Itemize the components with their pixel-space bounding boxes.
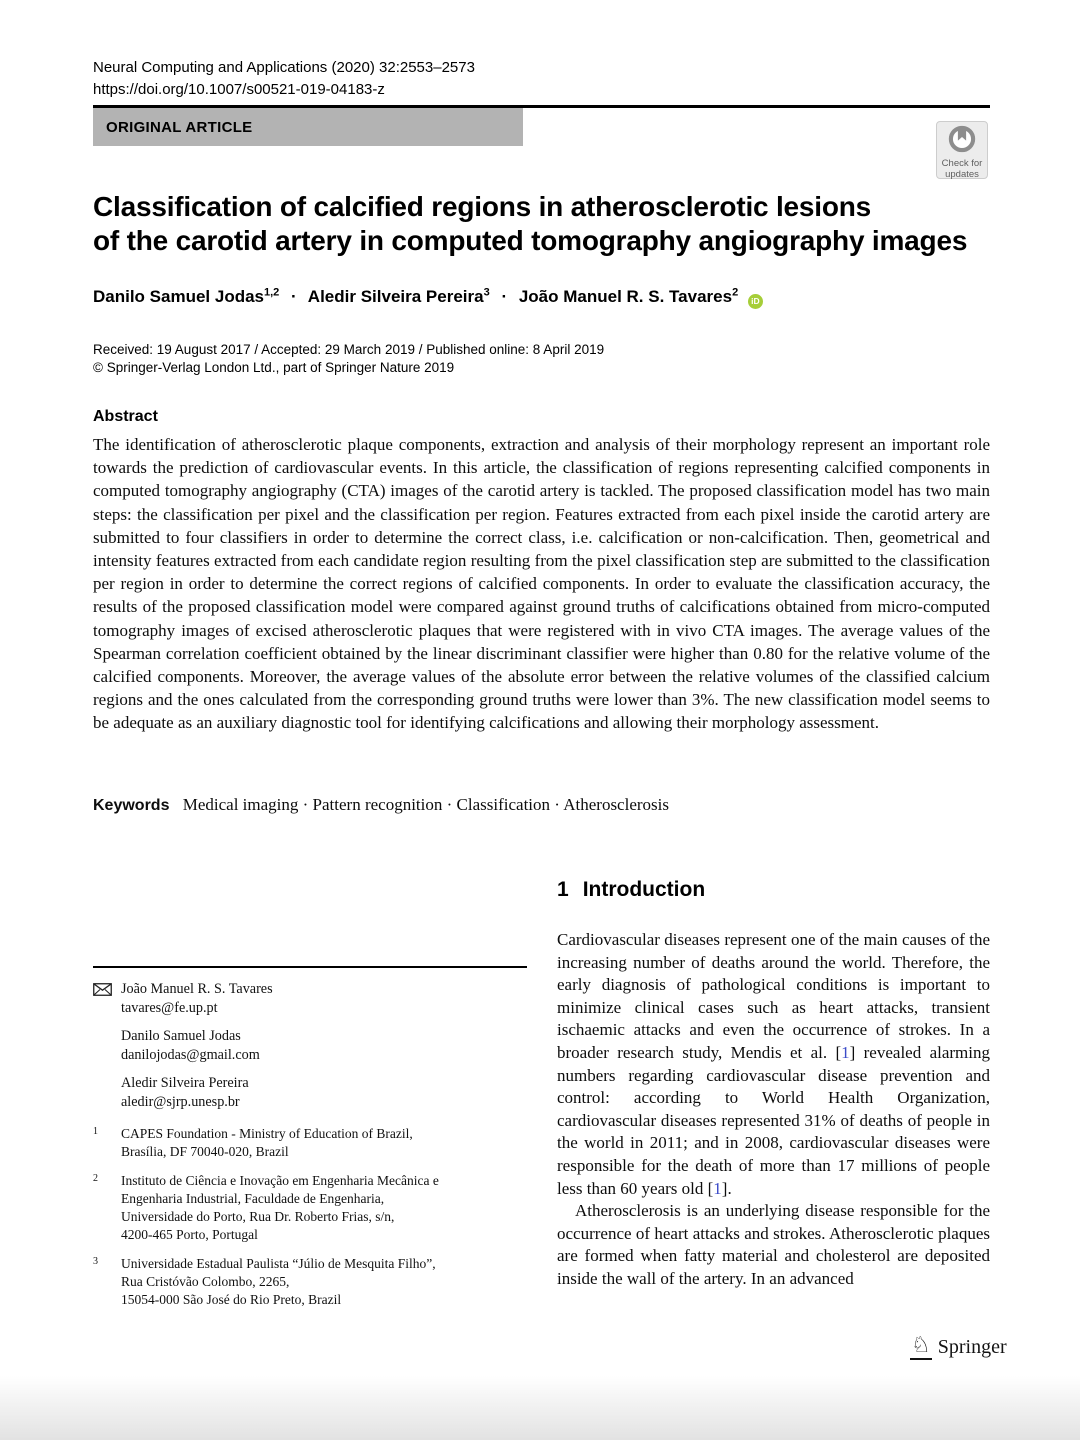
affiliation-3: 3 Universidade Estadual Paulista “Júlio de Mesquita Filho”, Rua Cristóvão Colombo, 2265, 15054-000 São José do Rio Preto, Brazil <box>93 1256 436 1307</box>
correspondence-entry <box>93 980 527 1017</box>
doi-link[interactable]: https://doi.org/10.1007/s00521-019-04183-z <box>93 81 385 98</box>
footnote-column <box>93 966 527 1320</box>
orcid-icon[interactable]: iD <box>748 294 763 309</box>
masthead <box>93 57 475 101</box>
publisher-name: Springer <box>937 1335 1007 1358</box>
crossmark-icon <box>948 125 976 158</box>
check-for-updates-badge[interactable] <box>936 121 988 179</box>
correspondence-entry <box>93 1074 527 1111</box>
author-2: Aledir Silveira Pereira$^3$ <box>307 286 490 306</box>
affiliation-2: 2 Instituto de Ciência e Inovação em Engenharia Mecânica e Engenharia Industrial, Faculdade de Engenharia, Universidade do Porto, Rua Dr. Roberto Frias, s/n, 4200-465 Porto, Portugal <box>93 1173 439 1242</box>
email-link[interactable]: aledir@sjrp.unesp.br <box>121 1093 240 1110</box>
badge-text: Check for updates <box>941 158 983 180</box>
introduction-paragraph-1: Cardiovascular diseases represent one of the main causes of the increasing number of deaths around the world. Therefore, the early diagnosis of pathological conditions is important to minimize clinical cases such as heart attacks, transient ischaemic attacks and even the occurrence of strokes. In a broader research study, Mendis et al. [1] revealed alarming numbers regarding cardiovascular disease prevention and control: according to World Health Organization, cardiovascular diseases represented 31% of deaths of people in the world in 2011; and in 2008, cardiovascular diseases were responsible for the death of more than 17 millions of people less than 60 years old [1]. <box>557 930 990 1198</box>
author-contact-name: Danilo Samuel Jodas <box>121 1028 241 1044</box>
author-separator: · <box>501 286 508 306</box>
introduction-column <box>557 878 990 1291</box>
author-line <box>93 286 990 309</box>
abstract-text: The identification of atherosclerotic plaque components, extraction and analysis of their morphology represent an important role towards the prediction of cardiovascular events. In this article, the classification of regions representing calcified components in computed tomography angiography (CTA) images of the carotid artery is tackled. The proposed classification model has two main steps: the classification per pixel and the classification per region. Features extracted from each pixel inside the carotid artery are submitted to four classifiers in order to determine the correct class, i.e. calcification or non-calcification. Then, geometrical and intensity features extracted from each candidate region resulting from the pixel classification step are submitted to the classification per region in order to determine the correct regions of calcified components. In order to evaluate the classification accuracy, the results of the proposed classification model were compared against ground truths of calcifications obtained from micro-computed tomography images of excised atherosclerotic plaques that were registered with in vivo CTA images. The average values of the Spearman correlation coefficient obtained by the linear discriminant classifier were higher than 0.80 for the relative volume of the calcified components. Moreover, the average values of the absolute error between the relative volumes of the classified calcium regions and the ones calculated from the corresponding ground truths were lower than 3%. The new classification model seems to be adequate as an auxiliary diagnostic tool for identifying calcifications and allowing their morphology assessment. <box>93 435 990 733</box>
springer-logo <box>910 1334 1007 1360</box>
author-1: Danilo Samuel Jodas$^{1,2}$ <box>93 286 280 306</box>
footnote-rule <box>93 966 527 968</box>
keywords-line <box>93 795 990 815</box>
author-separator: · <box>291 286 297 306</box>
article-type-label: ORIGINAL ARTICLE <box>106 118 253 136</box>
keywords-text: Medical imaging · Pattern recognition · Classification · Atherosclerosis <box>182 795 669 814</box>
article-type-bar <box>93 108 523 146</box>
springer-knight-icon: ♘ <box>911 1333 931 1358</box>
envelope-icon <box>93 980 121 1017</box>
email-link[interactable]: tavares@fe.up.pt <box>121 999 218 1016</box>
corresponding-author-name: João Manuel R. S. Tavares <box>121 981 273 997</box>
copyright-line: © Springer-Verlag London Ltd., part of Springer Nature 2019 <box>93 359 455 375</box>
author-contact-name: Aledir Silveira Pereira <box>121 1075 249 1091</box>
affiliations-block <box>93 1125 527 1309</box>
abstract-heading: Abstract <box>93 408 158 425</box>
publication-meta <box>93 341 604 376</box>
correspondence-entry <box>93 1027 527 1064</box>
affiliation-1: 1 CAPES Foundation - Ministry of Education of Brazil, Brasília, DF 70040-020, Brazil <box>93 1126 413 1159</box>
section-heading-introduction: 1 Introduction <box>557 878 706 901</box>
keywords-heading: Keywords <box>93 797 170 814</box>
email-link[interactable]: danilojodas@gmail.com <box>121 1046 260 1063</box>
dates-line: Received: 19 August 2017 / Accepted: 29 March 2019 / Published online: 8 April 2019 <box>93 342 605 357</box>
journal-citation-line: Neural Computing and Applications (2020) 32:2553–2573 <box>93 59 475 76</box>
introduction-paragraph-2: Atherosclerosis is an underlying disease responsible for the occurrence of heart attacks and strokes. Atherosclerotic plaques are formed when fatty material and cholesterol are deposited inside the wall of the artery. In an advanced <box>557 1201 990 1288</box>
author-3: João Manuel R. S. Tavares$^2$ <box>518 286 739 306</box>
article-title: Classification of calcified regions in atherosclerotic lesions of the carotid artery in computed tomography angiography images <box>93 191 968 256</box>
correspondence-block <box>93 980 527 1111</box>
citation-ref[interactable]: 1 <box>841 1042 850 1062</box>
citation-ref[interactable]: 1 <box>713 1178 722 1198</box>
